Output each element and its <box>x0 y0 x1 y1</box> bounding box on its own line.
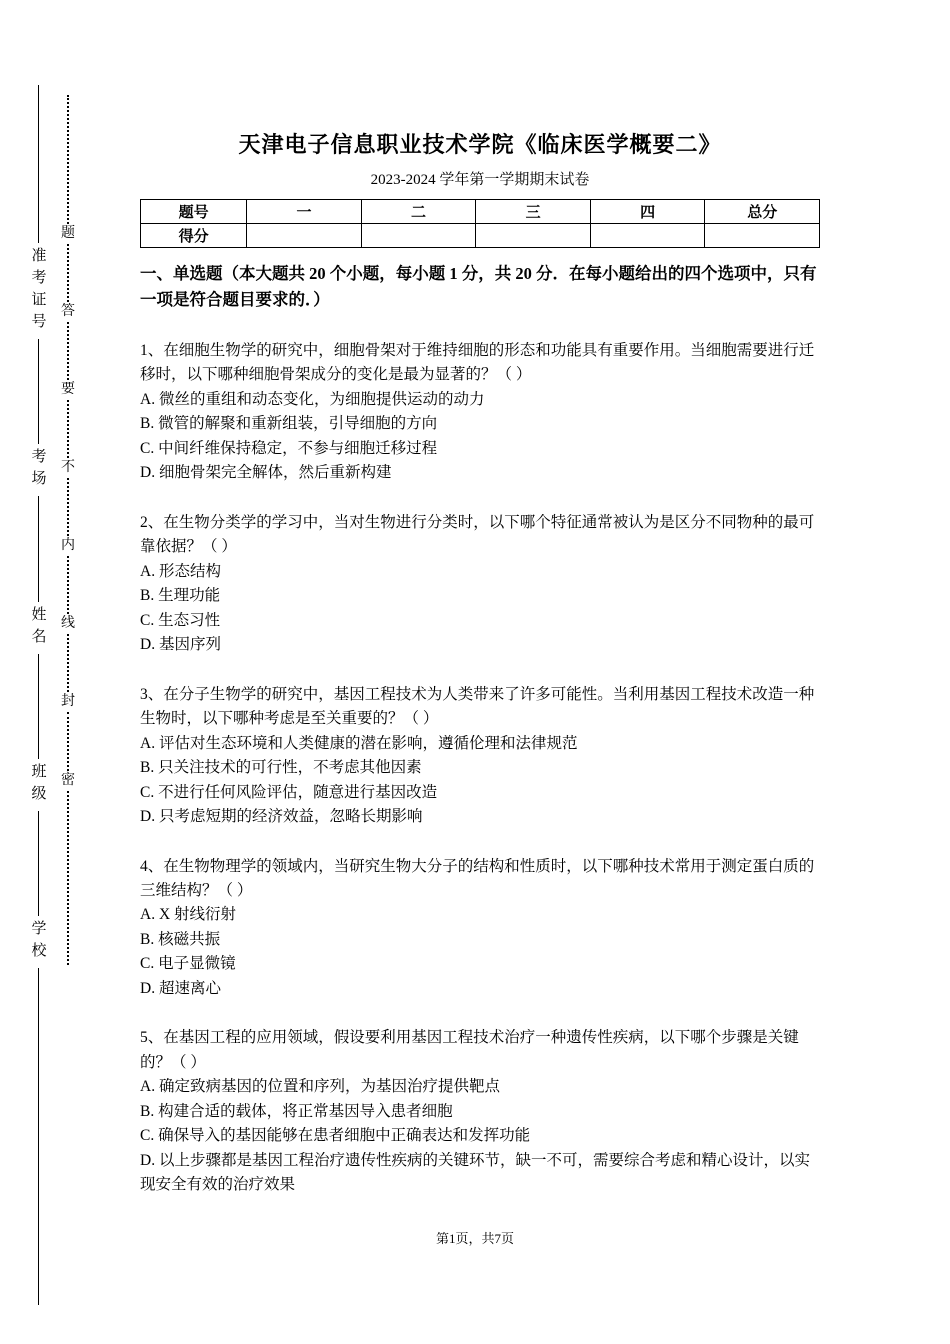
question-block-4 <box>140 855 820 1002</box>
margin-label-class: 班级 <box>29 762 46 807</box>
margin-line-segment <box>38 968 39 1305</box>
question-option: D. 超速离心 <box>140 979 221 997</box>
seal-dotted-segment <box>67 400 69 458</box>
seal-dotted-segment <box>67 556 69 614</box>
question-option: C. 确保导入的基因能够在患者细胞中正确表达和发挥功能 <box>140 1127 531 1145</box>
seal-char: 要 <box>61 381 75 397</box>
margin-line-segment <box>38 85 39 243</box>
score-table-header-row <box>141 200 820 224</box>
margin-line-segment <box>38 654 39 759</box>
question-option: C. 中间纤维保持稳定，不参与细胞迁移过程 <box>140 439 438 457</box>
seal-dotted-segment <box>67 95 69 224</box>
margin-rail <box>26 85 50 1305</box>
score-table-header-cell: 二 <box>361 200 476 224</box>
score-table-header-cell: 三 <box>476 200 591 224</box>
score-cell-empty <box>476 224 591 248</box>
margin-label-exam-room: 考场 <box>29 448 46 493</box>
seal-line <box>57 95 79 965</box>
score-cell-empty <box>705 224 820 248</box>
question-option: A. 形态结构 <box>140 562 221 580</box>
question-stem: 3、在分子生物学的研究中，基因工程技术为人类带来了许多可能性。当利用基因工程技术改造一种生物时，以下哪种考虑是至关重要的？（ ） <box>140 685 815 728</box>
question-option: B. 只关注技术的可行性，不考虑其他因素 <box>140 759 422 777</box>
question-option: D. 以上步骤都是基因工程治疗遗传性疾病的关键环节，缺一不可，需要综合考虑和精心设计，以实现安全有效的治疗效果 <box>140 1151 810 1194</box>
question-block-3 <box>140 683 820 830</box>
question-option: A. 评估对生态环境和人类健康的潜在影响，遵循伦理和法律规范 <box>140 734 578 752</box>
score-cell-empty <box>361 224 476 248</box>
score-table-header-cell: 总分 <box>705 200 820 224</box>
question-option: B. 微管的解聚和重新组装，引导细胞的方向 <box>140 415 438 433</box>
page-footer: 第1页，共7页 <box>435 1231 514 1246</box>
seal-dotted-segment <box>67 478 69 536</box>
seal-char: 不 <box>61 460 75 476</box>
seal-char: 题 <box>61 225 75 241</box>
question-option: C. 电子显微镜 <box>140 955 236 973</box>
question-option: A. 微丝的重组和动态变化，为细胞提供运动的动力 <box>140 390 485 408</box>
question-stem: 5、在基因工程的应用领域，假设要利用基因工程技术治疗一种遗传性疾病，以下哪个步骤是关键的？（ ） <box>140 1029 799 1071</box>
exam-content <box>140 128 820 1198</box>
question-stem: 4、在生物物理学的领域内，当研究生物大分子的结构和性质时，以下哪种技术常用于测定蛋白质的三维结构？（ ） <box>140 857 815 899</box>
score-cell-empty <box>590 224 705 248</box>
question-option: D. 基因序列 <box>140 636 221 654</box>
seal-char: 密 <box>61 772 75 788</box>
seal-char: 线 <box>61 616 75 632</box>
score-table-header-cell: 题号 <box>141 200 247 224</box>
score-table <box>140 199 820 248</box>
question-stem: 2、在生物分类学的学习中，当对生物进行分类时，以下哪个特征通常被认为是区分不同物种的最可靠依据？（ ） <box>140 513 815 556</box>
question-option: D. 细胞骨架完全解体，然后重新构建 <box>140 464 392 482</box>
question-block-1 <box>140 339 820 486</box>
margin-label-name: 姓名 <box>29 605 46 650</box>
exam-subtitle: 2023-2024 学年第一学期期末试卷 <box>370 172 590 188</box>
score-table-score-row <box>141 224 820 248</box>
question-option: C. 不进行任何风险评估，随意进行基因改造 <box>140 783 438 801</box>
score-cell-empty <box>247 224 362 248</box>
margin-line-segment <box>38 496 39 601</box>
question-option: B. 构建合适的载体，将正常基因导入患者细胞 <box>140 1102 453 1120</box>
seal-char: 答 <box>61 303 75 319</box>
question-option: A. X 射线衍射 <box>140 906 237 924</box>
margin-line-segment <box>38 811 39 916</box>
question-block-5 <box>140 1026 820 1197</box>
seal-dotted-segment <box>67 634 69 692</box>
seal-dotted-segment <box>67 791 69 965</box>
question-option: C. 生态习性 <box>140 611 221 629</box>
question-block-2 <box>140 511 820 658</box>
exam-title: 天津电子信息职业技术学院《临床医学概要二》 <box>238 132 722 157</box>
question-option: D. 只考虑短期的经济效益，忽略长期影响 <box>140 808 423 826</box>
score-table-header-cell: 四 <box>590 200 705 224</box>
seal-dotted-segment <box>67 244 69 302</box>
section-heading: 一、单选题（本大题共 20 个小题，每小题 1 分，共 20 分．在每小题给出的四个选项中，只有一项是符合题目要求的．） <box>140 264 817 310</box>
seal-dotted-segment <box>67 712 69 770</box>
margin-label-school: 学校 <box>29 920 46 965</box>
score-row-label: 得分 <box>141 224 247 248</box>
seal-char: 内 <box>61 538 75 554</box>
margin-line-segment <box>38 339 39 444</box>
question-stem: 1、在细胞生物学的研究中，细胞骨架对于维持细胞的形态和功能具有重要作用。当细胞需要进行迁移时，以下哪种细胞骨架成分的变化是最为显著的？（ ） <box>140 341 815 384</box>
seal-char: 封 <box>61 694 75 710</box>
seal-dotted-segment <box>67 322 69 380</box>
question-option: A. 确定致病基因的位置和序列，为基因治疗提供靶点 <box>140 1078 500 1096</box>
question-option: B. 核磁共振 <box>140 930 221 948</box>
score-table-header-cell: 一 <box>247 200 362 224</box>
question-option: B. 生理功能 <box>140 587 221 605</box>
margin-label-ticket-number: 准考证号 <box>29 246 46 335</box>
